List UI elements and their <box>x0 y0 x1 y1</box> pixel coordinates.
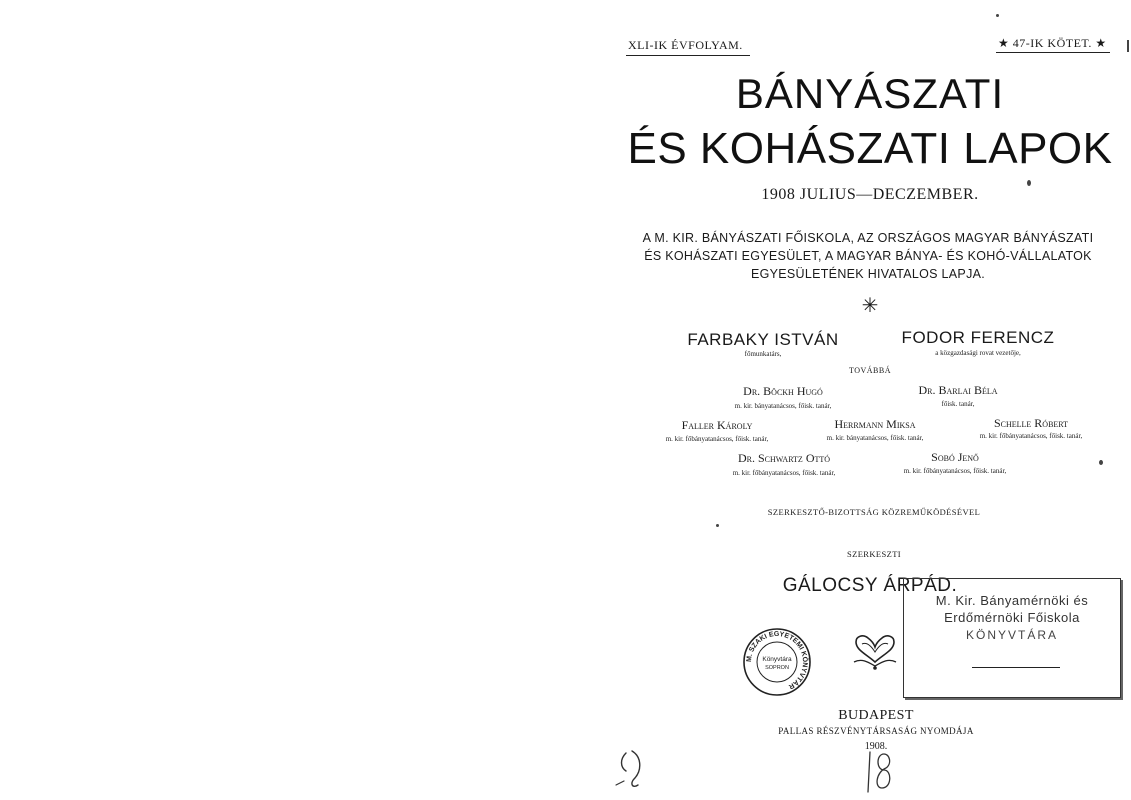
imprint-printer: PALLAS RÉSZVÉNYTÁRSASÁG NYOMDÁJA <box>778 726 974 736</box>
contributor-name-schwartz: Dr. Schwartz Ottó <box>737 451 831 465</box>
contributor-name-sobo: Sobó Jenő <box>931 450 979 464</box>
publication-period: 1908 JULIUS—DECZEMBER. <box>761 186 979 203</box>
volume-underline <box>626 55 750 56</box>
editor-name-fodor: FODOR FERENCZ <box>901 328 1055 347</box>
round-seal-center-sub: SOPRON <box>765 665 789 671</box>
editor-name-farbaky: FARBAKY ISTVÁN <box>687 330 839 349</box>
contributor-name-bockh: Dr. Böckh Hugó <box>743 384 823 398</box>
scan-speck <box>1099 460 1103 465</box>
library-stamp-line2: Erdőmérnöki Főiskola <box>944 610 1080 625</box>
library-stamp-line1: M. Kir. Bányamérnöki és <box>935 593 1089 608</box>
editorial-board-line: SZERKESZTŐ-BIZOTTSÁG KÖZREMŰKÖDÉSÉVEL <box>767 507 981 517</box>
library-stamp-signature-line <box>972 667 1060 668</box>
contributor-name-schelle: Schelle Róbert <box>993 416 1069 430</box>
library-stamp <box>903 578 1121 698</box>
editor-role-fodor: a közgazdasági rovat vezetője, <box>935 349 1021 357</box>
journal-title-line1: BÁNYÁSZATI <box>735 70 1005 117</box>
editor-in-chief-name: GÁLOCSY ÁRPÁD. <box>782 575 958 596</box>
journal-title-line2: ÉS KOHÁSZATI LAPOK <box>627 124 1113 173</box>
library-stamp-line3: KÖNYVTÁRA <box>965 628 1059 642</box>
tome-underline <box>996 52 1110 53</box>
round-seal-ring-text: M. SZAKI EGYETEMI KÖNYVTÁR <box>745 630 809 690</box>
tome-label: ★ 47-IK KÖTET. ★ <box>998 36 1107 50</box>
handwritten-pencil-mark-icon <box>612 745 660 795</box>
editor-role-farbaky: főmunkatárs, <box>744 350 782 358</box>
further-label: TOVÁBBÁ <box>848 366 892 375</box>
contributor-name-faller: Faller Károly <box>681 418 753 432</box>
contributor-role-schelle: m. kir. főbányatanácsos, főisk. tanár, <box>979 432 1083 440</box>
volume-label: XLI-IK ÉVFOLYAM. <box>628 38 743 52</box>
contributor-role-schwartz: m. kir. főbányatanácsos, főisk. tanár, <box>732 469 836 477</box>
scan-speck <box>716 524 719 527</box>
imprint-city: BUDAPEST <box>838 708 914 723</box>
scan-speck <box>1127 40 1129 52</box>
handwritten-number-mark-icon <box>860 748 900 798</box>
contributor-role-herrmann: m. kir. bányatanácsos, főisk. tanár, <box>826 434 924 442</box>
contributor-role-faller: m. kir. főbányatanácsos, főisk. tanár, <box>665 435 769 443</box>
scan-speck <box>996 14 999 17</box>
contributor-role-bockh: m. kir. bányatanácsos, főisk. tanár, <box>734 402 832 410</box>
scan-speck <box>1027 180 1031 186</box>
organization-line-1: A M. KIR. BÁNYÁSZATI FŐISKOLA, AZ ORSZÁGOS MAGYAR BÁNYÁSZATI <box>642 231 1094 245</box>
round-library-seal-icon <box>742 627 812 697</box>
edited-by-label: SZERKESZTI <box>846 549 902 559</box>
asterism-ornament: ✳ <box>861 295 879 317</box>
organization-line-3: EGYESÜLETÉNEK HIVATALOS LAPJA. <box>750 267 986 281</box>
contributor-role-barlai: főisk. tanár, <box>941 400 975 408</box>
printer-ornament-icon <box>848 632 902 672</box>
contributor-name-herrmann: Herrmann Miksa <box>834 417 916 431</box>
organization-line-2: ÉS KOHÁSZATI EGYESÜLET, A MAGYAR BÁNYA- ÉS KOHÓ-VÁLLALATOK <box>644 249 1092 263</box>
imprint-year: 1908. <box>864 741 888 752</box>
round-seal-center-text: Könyvtára <box>762 656 792 663</box>
contributor-role-sobo: m. kir. főbányatanácsos, főisk. tanár, <box>903 467 1007 475</box>
contributor-name-barlai: Dr. Barlai Béla <box>918 383 998 397</box>
